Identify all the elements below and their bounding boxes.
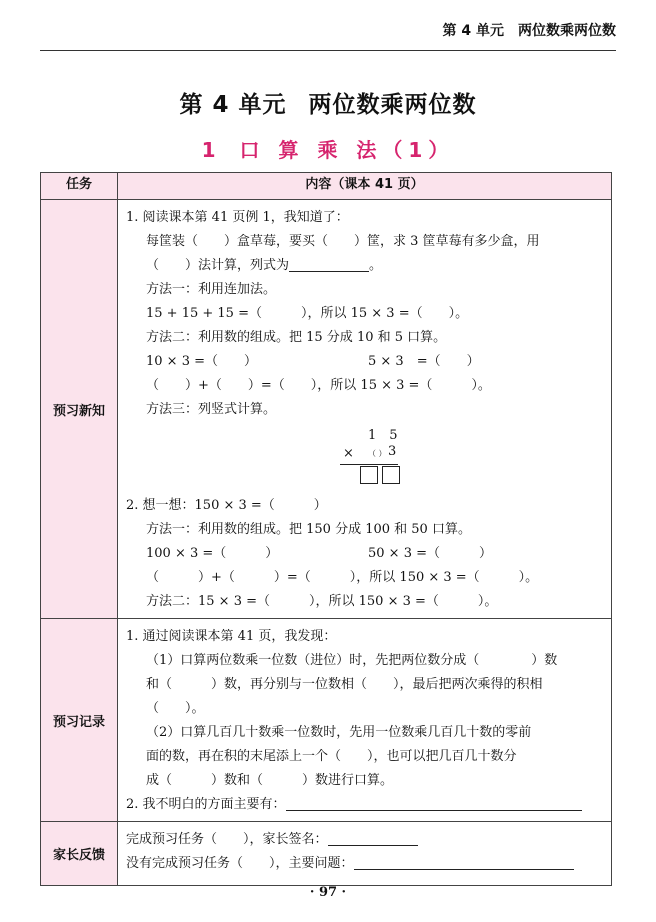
header-topic: 两位数乘两位数 (518, 23, 616, 39)
content-line: 方法三：列竖式计算。 (146, 402, 277, 417)
unit-title (0, 86, 656, 119)
content-line: 2. 想一想：150 × 3 =（ ） (126, 498, 327, 513)
content-line: 面的数，再在积的末尾添上一个（ ），也可以把几百几十数分 (146, 749, 517, 764)
header-task: 任务 (41, 173, 118, 200)
content-text: 5 × 3 =（ ） (368, 354, 480, 369)
table-row (41, 619, 612, 822)
page-number: · 97 · (309, 885, 347, 900)
table-row (41, 822, 612, 886)
task-label: 预习新知 (41, 200, 118, 619)
content-line: 成（ ）数和（ ）数进行口算。 (146, 773, 394, 788)
content-line: 和（ ）数，再分别与一位数相（ ），最后把两次乘得的积相 (146, 677, 543, 692)
preview-task-table (40, 172, 612, 886)
vertical-multiplication (126, 422, 603, 494)
task-label: 家长反馈 (41, 822, 118, 886)
signature-line[interactable] (328, 829, 418, 846)
running-header (40, 14, 616, 51)
lesson-name: 口 算 乘 法（1） (239, 138, 455, 162)
content-line: 方法二：利用数的组成。把 15 分成 10 和 5 口算。 (146, 330, 447, 345)
content-text: 50 × 3 =（ ） (368, 546, 492, 561)
content-line (126, 828, 603, 852)
header-content: 内容（课本 41 页） (118, 173, 612, 200)
content-line: 1. 通过阅读课本第 41 页，我发现： (126, 629, 337, 644)
task-content (118, 619, 612, 822)
vertical-bar (340, 464, 398, 465)
lesson-number: 1 (201, 138, 222, 162)
task-content (118, 822, 612, 886)
table-row (41, 200, 612, 619)
task-content (118, 200, 612, 619)
carry-blank: （ ） (368, 449, 387, 458)
content-line: （ ）+（ ）=（ ），所以 150 × 3 =（ ）。 (146, 570, 539, 585)
lesson-title (0, 134, 656, 163)
answer-line[interactable] (286, 794, 582, 811)
table-header-row (41, 173, 612, 200)
content-line (126, 793, 603, 817)
content-line (126, 350, 603, 374)
answer-box[interactable] (360, 466, 378, 484)
times-sign: × (343, 446, 354, 461)
vertical-bottom-number: 3 (388, 444, 397, 459)
vertical-top-number: 1 5 (368, 428, 398, 443)
content-line: 方法一：利用连加法。 (146, 282, 277, 297)
unit-title-unit: 第 4 单元 (179, 92, 287, 118)
content-line: 方法一：利用数的组成。把 150 分成 100 和 50 口算。 (146, 522, 471, 537)
content-line: 1. 阅读课本第 41 页例 1，我知道了： (126, 210, 349, 225)
content-line: （ ）法计算，列式为 。 (126, 254, 603, 278)
content-line (126, 852, 603, 876)
answer-blank[interactable] (289, 255, 369, 272)
content-text: 2. 我不明白的方面主要有： (126, 797, 286, 812)
content-text: （ ）法计算，列式为 (146, 258, 290, 273)
answer-box[interactable] (382, 466, 400, 484)
content-line: （1）口算两位数乘一位数（进位）时，先把两位数分成（ ）数 (146, 653, 558, 668)
content-text: 没有完成预习任务（ ），主要问题： (126, 856, 354, 871)
content-text: 100 × 3 =（ ） (146, 546, 279, 561)
content-line: （2）口算几百几十数乘一位数时，先用一位数乘几百几十数的零前 (146, 725, 532, 740)
content-line: 每筐装（ ）盒草莓，要买（ ）筐，求 3 筐草莓有多少盒，用 (146, 234, 540, 249)
content-text: 10 × 3 =（ ） (146, 354, 257, 369)
content-line: （ ）+（ ）=（ ），所以 15 × 3 =（ ）。 (146, 378, 491, 393)
content-text: 完成预习任务（ ），家长签名： (126, 832, 328, 847)
header-unit: 第 4 单元 (442, 23, 504, 39)
task-label: 预习记录 (41, 619, 118, 822)
content-line (126, 542, 603, 566)
unit-title-topic: 两位数乘两位数 (308, 92, 477, 118)
content-line: 15 + 15 + 15 =（ ），所以 15 × 3 =（ ）。 (146, 306, 469, 321)
content-line: （ ）。 (146, 701, 205, 716)
answer-line[interactable] (354, 853, 574, 870)
content-line: 方法二：15 × 3 =（ ），所以 150 × 3 =（ ）。 (146, 594, 498, 609)
